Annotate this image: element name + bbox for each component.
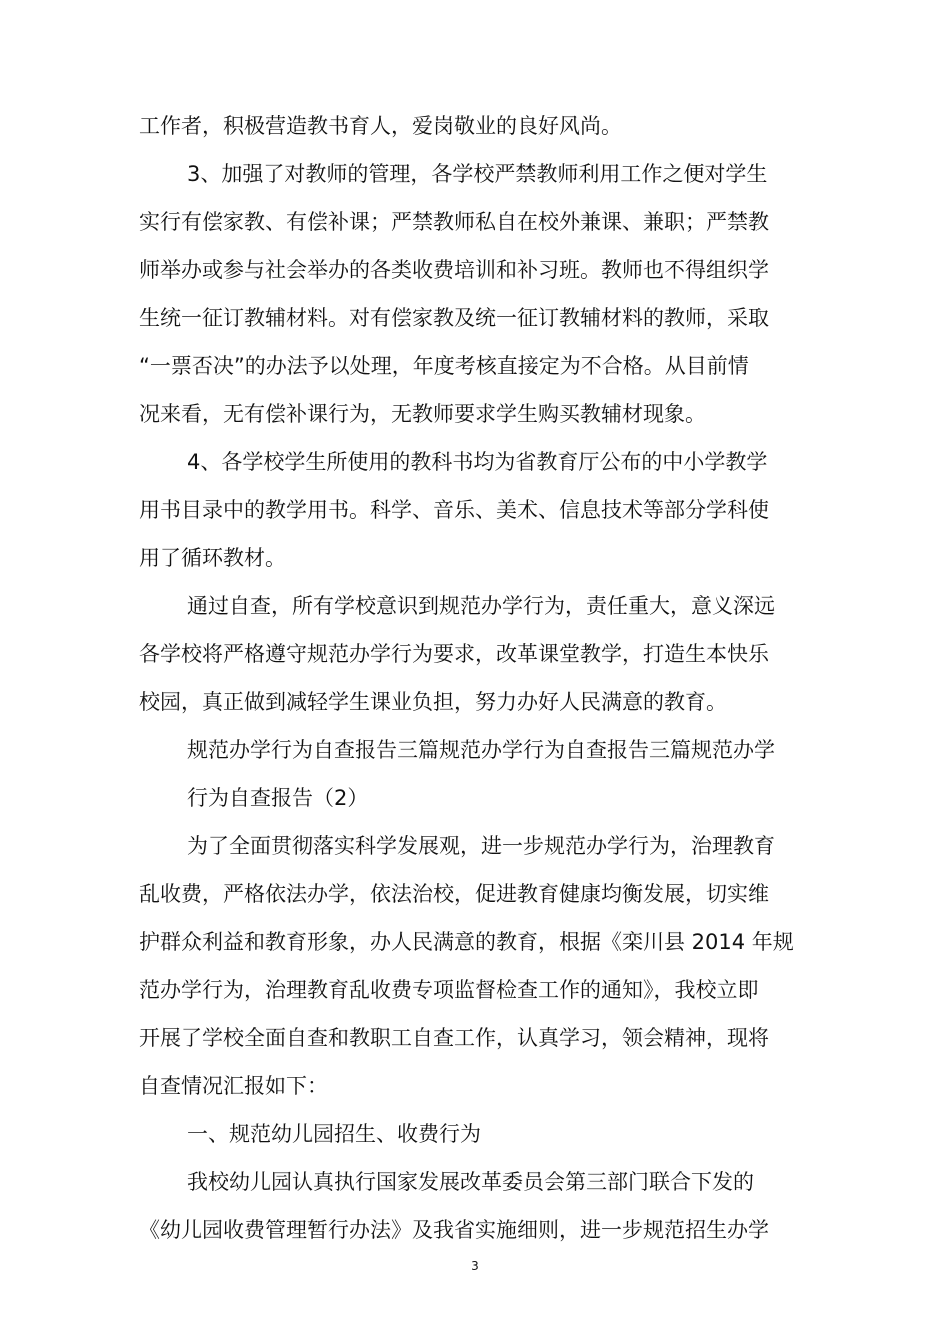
text-line: 况来看，无有偿补课行为，无教师要求学生购买教辅材现象。	[139, 402, 706, 426]
text-line: 工作者，积极营造教书育人，爱岗敬业的良好风尚。	[139, 114, 622, 138]
section-heading-line: 行为自查报告（2）	[187, 786, 369, 810]
text-line: 用书目录中的教学用书。科学、音乐、美术、信息技术等部分学科使	[139, 498, 769, 522]
document-body	[139, 102, 829, 1254]
text-line: “一票否决”的办法予以处理，年度考核直接定为不合格。从目前情	[139, 354, 749, 378]
text-line: 我校幼儿园认真执行国家发展改革委员会第三部门联合下发的	[187, 1170, 754, 1194]
text-line: 开展了学校全面自查和教职工自查工作，认真学习，领会精神，现将	[139, 1026, 769, 1050]
text-line: 乱收费，严格依法办学，依法治校，促进教育健康均衡发展，切实维	[139, 882, 769, 906]
text-line: 实行有偿家教、有偿补课；严禁教师私自在校外兼课、兼职；严禁教	[139, 210, 769, 234]
text-line: 《幼儿园收费管理暂行办法》及我省实施细则，进一步规范招生办学	[139, 1218, 769, 1242]
text-line: 生统一征订教辅材料。对有偿家教及统一征订教辅材料的教师，采取	[139, 306, 769, 330]
text-line: 校园，真正做到减轻学生课业负担，努力办好人民满意的教育。	[139, 690, 727, 714]
text-line: 自查情况汇报如下：	[139, 1074, 328, 1098]
text-line: 用了循环教材。	[139, 546, 286, 570]
page-number: 3	[471, 1259, 479, 1273]
text-line: 通过自查，所有学校意识到规范办学行为，责任重大，意义深远	[187, 594, 775, 618]
text-line: 范办学行为，治理教育乱收费专项监督检查工作的通知》，我校立即	[139, 978, 759, 1002]
subheading-line: 一、规范幼儿园招生、收费行为	[187, 1122, 481, 1146]
text-line: 3、加强了对教师的管理，各学校严禁教师利用工作之便对学生	[187, 162, 768, 186]
text-line: 师举办或参与社会举办的各类收费培训和补习班。教师也不得组织学	[139, 258, 769, 282]
text-line: 为了全面贯彻落实科学发展观，进一步规范办学行为，治理教育	[187, 834, 775, 858]
text-line: 4、各学校学生所使用的教科书均为省教育厅公布的中小学教学	[187, 450, 768, 474]
text-line: 护群众利益和教育形象，办人民满意的教育，根据《栾川县 2014 年规	[139, 930, 794, 954]
section-heading-line: 规范办学行为自查报告三篇规范办学行为自查报告三篇规范办学	[187, 738, 775, 762]
text-line: 各学校将严格遵守规范办学行为要求，改革课堂教学，打造生本快乐	[139, 642, 769, 666]
